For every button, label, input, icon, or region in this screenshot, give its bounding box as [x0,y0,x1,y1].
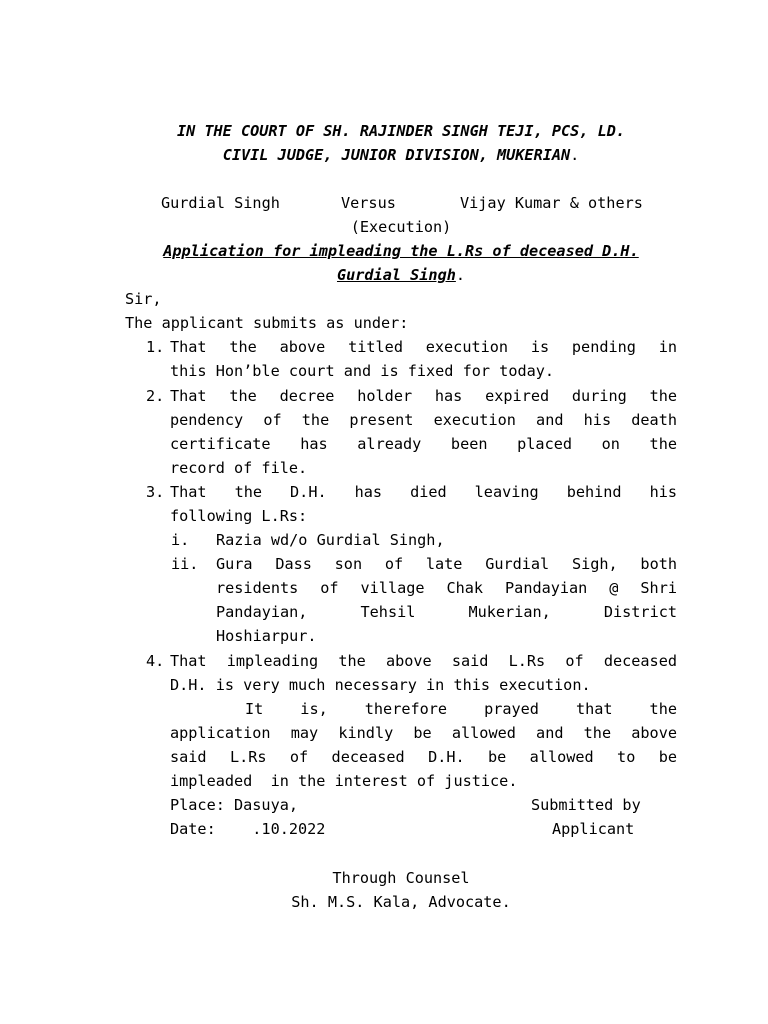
lr-line: residents of village Chak Pandayian @ Shri [216,579,677,597]
paragraph-line: pendency of the present execution and his death [170,411,677,429]
paragraph-number: 1. [146,338,165,356]
prayer-line: said L.Rs of deceased D.H. be allowed to be [170,748,677,766]
subject-line1: Application for impleading the L.Rs of deceased D.H. [163,242,639,260]
court-heading-line2-end: . [570,146,580,164]
paragraph-number: 2. [146,387,165,405]
case-type: (Execution) [350,218,452,236]
prayer-line: It is, therefore prayed that the [245,700,677,718]
respondent-name: Vijay Kumar & others [460,194,643,212]
salutation: Sir, [125,290,162,308]
place-line: Place: Dasuya, [170,796,299,814]
paragraph-line: record of file. [170,459,308,477]
applicant-label: Applicant [552,820,635,838]
prayer-line: application may kindly be allowed and the above [170,724,677,742]
lr-number: i. [171,531,190,549]
paragraph-number: 3. [146,483,165,501]
intro-line: The applicant submits as under: [125,314,409,332]
lr-line: Pandayian, Tehsil Mukerian, District [216,603,677,621]
lr-number: ii. [171,555,199,573]
paragraph-line: That impleading the above said L.Rs of deceased [170,652,677,670]
paragraph-line: That the above titled execution is pending in [170,338,677,356]
through-counsel: Through Counsel [332,869,470,887]
paragraph-line: That the decree holder has expired during the [170,387,677,405]
lr-line: Gura Dass son of late Gurdial Sigh, both [216,555,677,573]
paragraph-line: this Hon’ble court and is fixed for today. [170,362,555,380]
prayer-line: impleaded in the interest of justice. [170,772,518,790]
lr-line: Hoshiarpur. [216,627,317,645]
court-heading-line2 [0,145,768,165]
paragraph-line: D.H. is very much necessary in this execution. [170,676,591,694]
date-line: Date: .10.2022 [170,820,326,838]
submitted-by: Submitted by [531,796,641,814]
paragraph-number: 4. [146,652,165,670]
court-heading-line1: IN THE COURT OF SH. RAJINDER SINGH TEJI, PCS, LD. [176,122,626,140]
counsel-name: Sh. M.S. Kala, Advocate. [291,893,511,911]
versus-label: Versus [341,194,396,212]
paragraph-line: certificate has already been placed on the [170,435,677,453]
subject-line2 [0,265,768,285]
petitioner-name: Gurdial Singh [161,194,280,212]
paragraph-line: following L.Rs: [170,507,308,525]
subject-line2-text: Gurdial Singh [336,266,456,284]
court-heading-line2-text: CIVIL JUDGE, JUNIOR DIVISION, MUKERIAN [222,146,571,164]
paragraph-line: That the D.H. has died leaving behind his [170,483,677,501]
subject-line2-end: . [455,266,466,284]
lr-line: Razia wd/o Gurdial Singh, [216,531,445,549]
